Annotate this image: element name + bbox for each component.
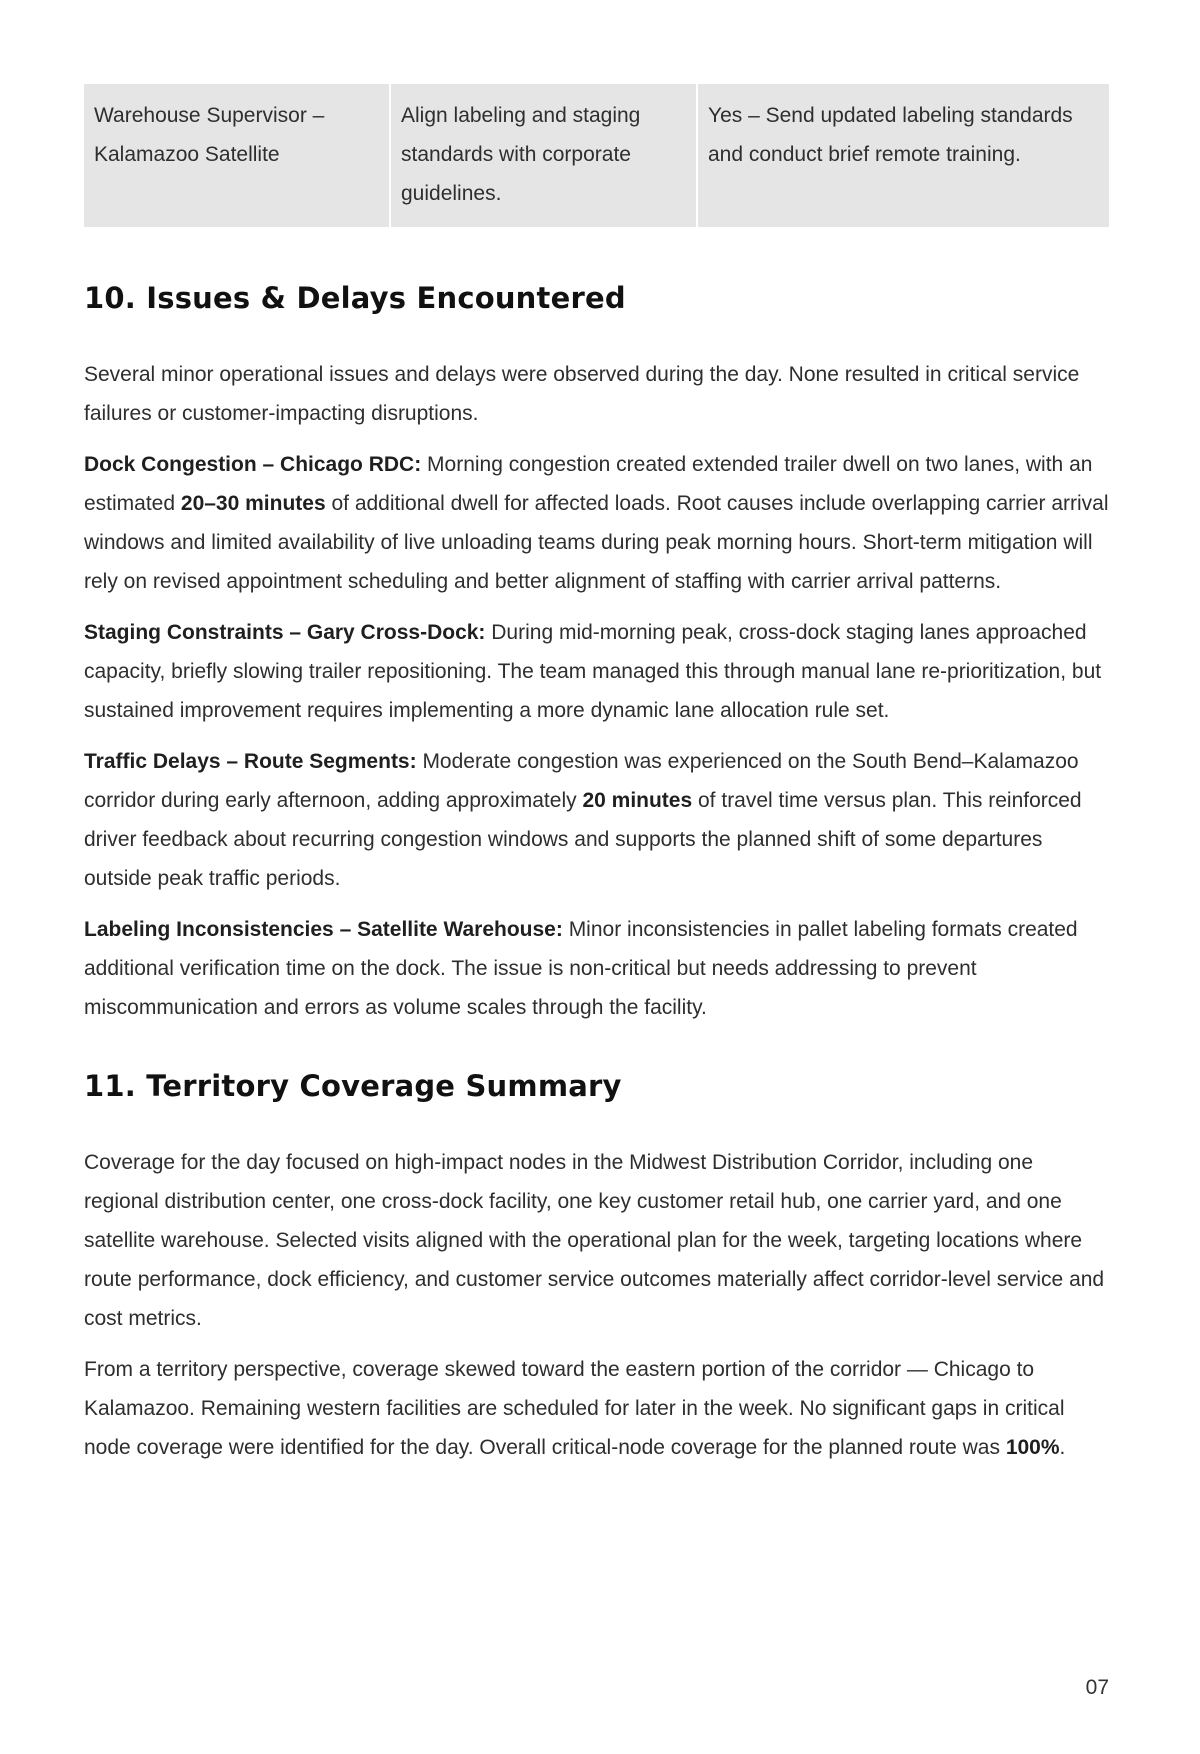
table-cell-role: Warehouse Supervisor – Kalamazoo Satellite xyxy=(84,84,391,227)
table-cell-focus: Align labeling and staging standards with corporate guidelines. xyxy=(391,84,698,227)
issue-highlight: 20–30 minutes xyxy=(180,492,326,515)
issue-highlight: 20 minutes xyxy=(582,789,693,812)
issue-label: Labeling Inconsistencies – Satellite Warehouse: xyxy=(84,918,563,941)
table-row xyxy=(84,84,1109,227)
coverage-text: From a territory perspective, coverage skewed toward the eastern portion of the corridor — Chicago to Kalamazoo. Remaining western facilities are scheduled for later in the week. No significant gaps in critical node coverage were identified for the day. Overall critical-node coverage for the planned route was xyxy=(84,1358,1065,1459)
section-heading-issues: 10. Issues & Delays Encountered xyxy=(84,281,626,315)
issue-text: of travel time versus plan. This reinforced driver feedback about recurring congestion windows and supports the planned shift of some departures outside peak traffic periods. xyxy=(84,789,1082,890)
page-number: 07 xyxy=(1085,1676,1109,1699)
issue-text: During mid-morning peak, cross-dock staging lanes approached capacity, briefly slowing trailer repositioning. The team managed this through manual lane re-prioritization, but sustained improvement requires implementing a more dynamic lane allocation rule set. xyxy=(84,621,1102,722)
coverage-text-end: . xyxy=(1059,1436,1066,1459)
coverage-paragraph-1: Coverage for the day focused on high-impact nodes in the Midwest Distribution Corridor, including one regional distribution center, one cross-dock facility, one key customer retail hub, one carrier yard, and one satellite warehouse. Selected visits aligned with the operational plan for the week, targeting locations where route performance, dock efficiency, and customer service outcomes materially affect corridor-level service and cost metrics. xyxy=(84,1151,1105,1330)
issue-text: Morning congestion created extended trailer dwell on two lanes, with an estimated xyxy=(84,453,1093,515)
table-cell-follow-up: Yes – Send updated labeling standards and conduct brief remote training. xyxy=(698,84,1109,227)
issue-labeling-inconsistencies xyxy=(84,910,1109,1027)
issues-intro-paragraph: Several minor operational issues and delays were observed during the day. None resulted in critical service failures or customer-impacting disruptions. xyxy=(84,363,1080,425)
territory-coverage-section xyxy=(84,1069,1109,1467)
coverage-percentage: 100% xyxy=(1005,1436,1060,1459)
issue-text: of additional dwell for affected loads. Root causes include overlapping carrier arrival windows and limited availability of live unloading teams during peak morning hours. Short-term mitigation will rely on revised appointment scheduling and better alignment of staffing with carrier arrival patterns. xyxy=(84,492,1109,593)
issue-text: Moderate congestion was experienced on the South Bend–Kalamazoo corridor during early afternoon, adding approximately xyxy=(84,750,1079,812)
issue-staging-constraints xyxy=(84,613,1109,730)
issue-label: Dock Congestion – Chicago RDC: xyxy=(84,453,422,476)
issue-traffic-delays xyxy=(84,742,1109,898)
coverage-paragraph-2 xyxy=(84,1350,1109,1467)
issues-delays-section xyxy=(84,281,1109,1027)
section-heading-territory: 11. Territory Coverage Summary xyxy=(84,1069,622,1103)
issue-dock-congestion xyxy=(84,445,1109,601)
issue-label: Traffic Delays – Route Segments: xyxy=(84,750,417,773)
issue-label: Staging Constraints – Gary Cross-Dock: xyxy=(84,621,486,644)
stakeholder-table xyxy=(84,84,1109,227)
document-page xyxy=(84,84,1109,1467)
issue-text: Minor inconsistencies in pallet labeling formats created additional verification time on the dock. The issue is non-critical but needs addressing to prevent miscommunication and errors as volume scales through the facility. xyxy=(84,918,1078,1019)
